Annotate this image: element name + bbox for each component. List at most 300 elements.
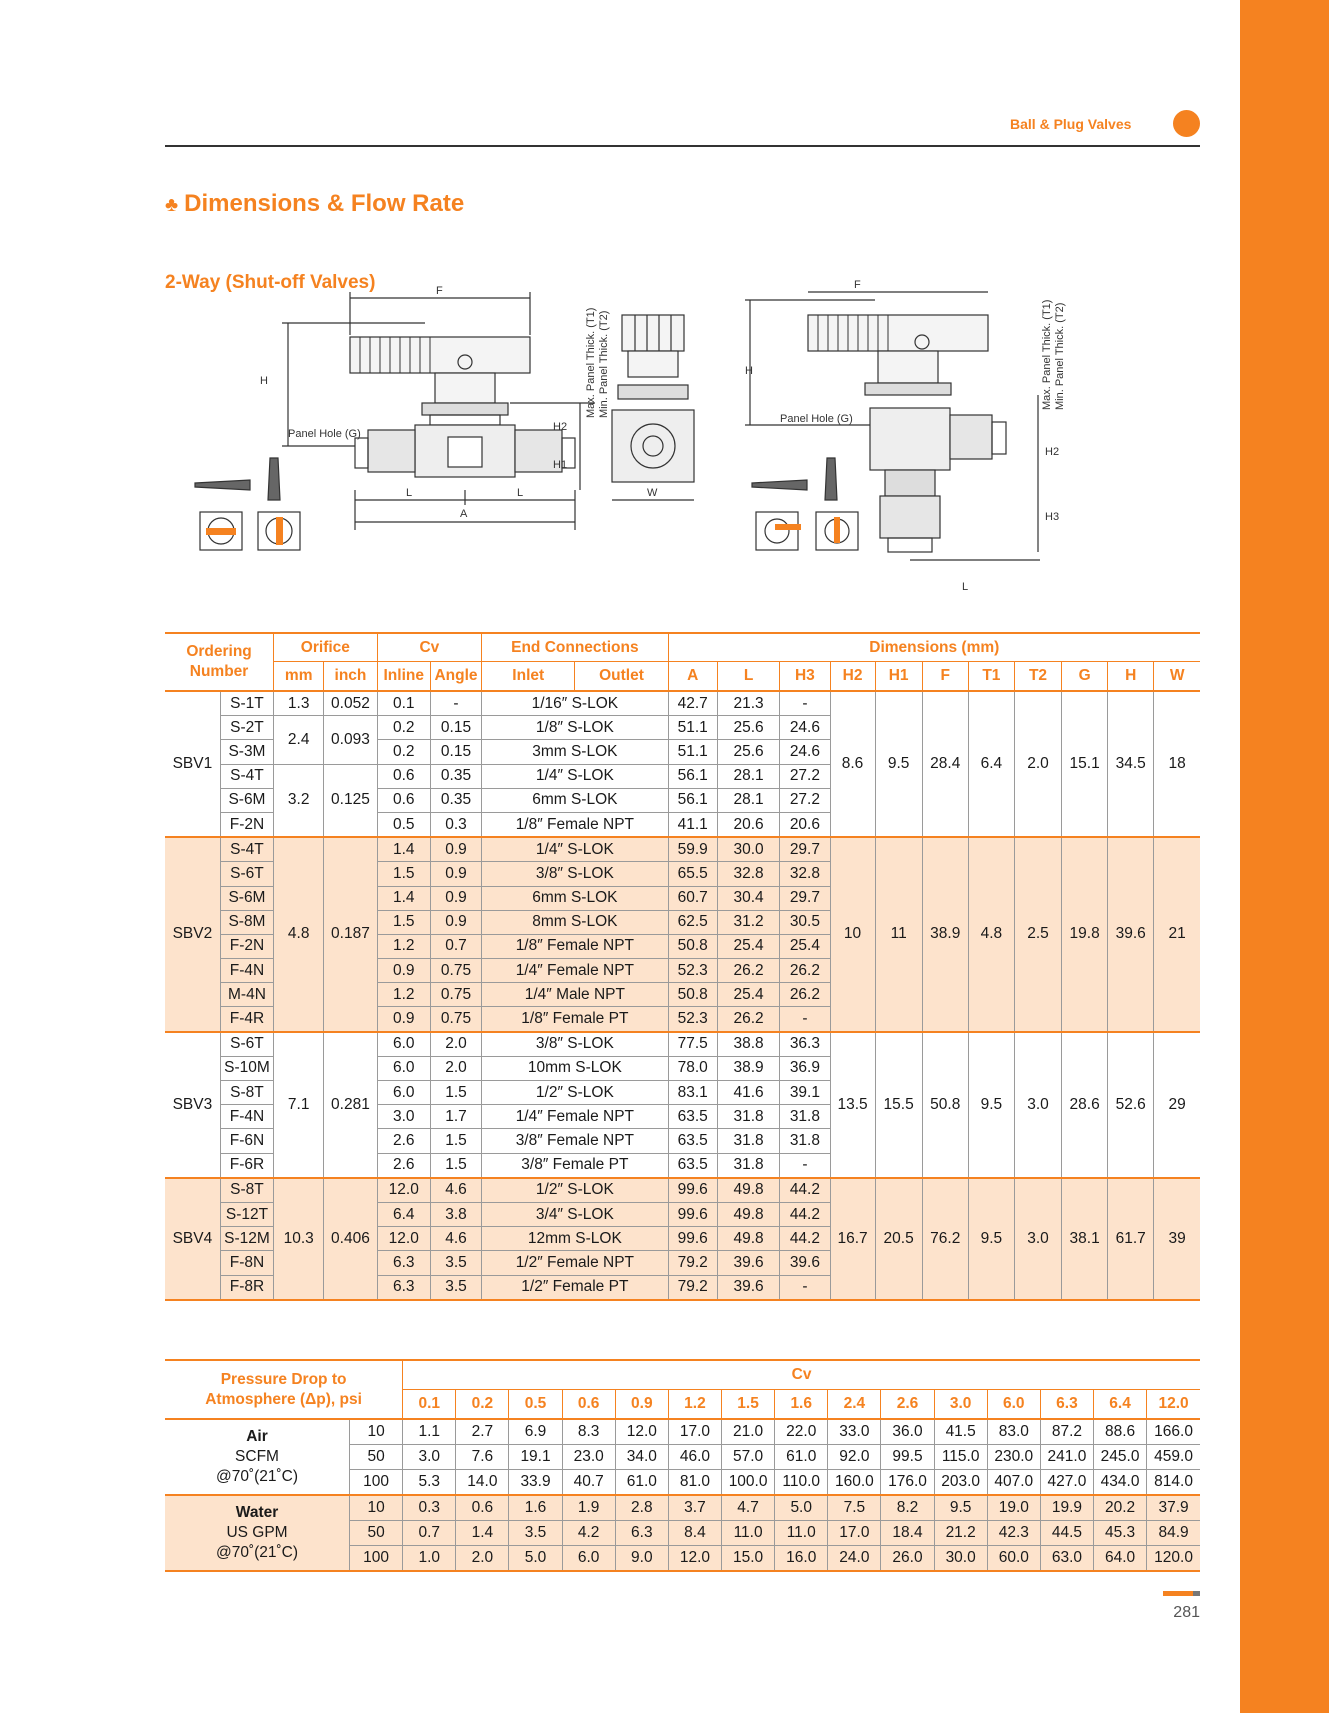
flow-value: 8.3 (562, 1419, 615, 1445)
end-connection: 1/2″ S-LOK (482, 1178, 669, 1203)
dim-t1: 6.4 (968, 691, 1014, 837)
flow-value: 4.2 (562, 1521, 615, 1546)
trefoil-icon: ♣ (165, 194, 179, 216)
cv-header: 2.4 (828, 1390, 881, 1420)
ordering-code: F-6R (220, 1153, 273, 1178)
medium-cell (165, 1419, 350, 1495)
ordering-code: F-2N (220, 934, 273, 958)
hdr-flow-cv: Cv (403, 1360, 1200, 1390)
flow-value: 4.7 (722, 1495, 775, 1521)
dim-a: 99.6 (668, 1202, 717, 1226)
ordering-code: S-6M (220, 788, 273, 812)
label-panel-hole: Panel Hole (G) (288, 428, 361, 440)
label-f: F (436, 285, 443, 297)
dim-a: 63.5 (668, 1105, 717, 1129)
dim-g: 15.1 (1062, 691, 1108, 837)
end-connection: 3/8″ S-LOK (482, 1032, 669, 1057)
dim-g: 38.1 (1062, 1178, 1108, 1300)
end-connection: 1/4″ Female NPT (482, 1105, 669, 1129)
orifice-inch: 0.093 (324, 716, 377, 764)
dim-h3: 44.2 (780, 1227, 830, 1251)
dim-a: 77.5 (668, 1032, 717, 1057)
hdr-t1: T1 (968, 662, 1014, 692)
ordering-code: S-8M (220, 910, 273, 934)
flow-value: 21.2 (934, 1521, 987, 1546)
dim-h3: - (780, 1275, 830, 1300)
flow-value: 45.3 (1094, 1521, 1147, 1546)
dim-t2: 3.0 (1014, 1032, 1061, 1178)
dim-a: 60.7 (668, 886, 717, 910)
cv-angle: 1.5 (430, 1153, 481, 1178)
hdr-end-connections: End Connections (482, 633, 669, 662)
ordering-code: S-2T (220, 716, 273, 740)
dim-h3: 30.5 (780, 910, 830, 934)
dim-t2: 3.0 (1014, 1178, 1061, 1300)
cv-inline: 1.5 (377, 910, 430, 934)
orange-side-band (1240, 0, 1329, 1713)
dim-a: 63.5 (668, 1153, 717, 1178)
hdr-w: W (1154, 662, 1200, 692)
cv-inline: 0.9 (377, 1007, 430, 1032)
dim-h3: 32.8 (780, 862, 830, 886)
cv-angle: 0.9 (430, 886, 481, 910)
flow-value: 42.3 (987, 1521, 1040, 1546)
dim-h1: 20.5 (875, 1178, 922, 1300)
label-max-panel-angle: Max. Panel Thick. (T1) (1041, 299, 1053, 410)
cv-inline: 1.5 (377, 862, 430, 886)
cv-inline: 0.2 (377, 740, 430, 764)
psi-value: 50 (350, 1521, 403, 1546)
cv-header: 2.6 (881, 1390, 934, 1420)
flow-value: 2.8 (615, 1495, 668, 1521)
flow-value: 6.0 (562, 1546, 615, 1572)
flow-value: 203.0 (934, 1470, 987, 1496)
series-cell: SBV1 (165, 691, 220, 837)
page-title-text: Dimensions & Flow Rate (184, 190, 465, 217)
cv-angle: 3.8 (430, 1202, 481, 1226)
label-h1: H1 (553, 459, 568, 471)
dim-l: 28.1 (717, 764, 780, 788)
label-max-panel: Max. Panel Thick. (T1) (585, 307, 597, 418)
flow-value: 81.0 (668, 1470, 721, 1496)
cv-inline: 1.2 (377, 934, 430, 958)
orifice-mm: 2.4 (274, 716, 324, 764)
hdr-g: G (1062, 662, 1108, 692)
orifice-mm: 4.8 (274, 837, 324, 1032)
end-connection: 1/16″ S-LOK (482, 691, 669, 716)
flow-value: 17.0 (828, 1521, 881, 1546)
hdr-l: L (717, 662, 780, 692)
flow-value: 63.0 (1040, 1546, 1093, 1572)
dim-a: 56.1 (668, 788, 717, 812)
cv-angle: 0.3 (430, 812, 481, 837)
dim-a: 42.7 (668, 691, 717, 716)
end-connection: 1/2″ S-LOK (482, 1081, 669, 1105)
cv-inline: 0.2 (377, 716, 430, 740)
orifice-mm: 3.2 (274, 764, 324, 837)
cv-angle: 3.5 (430, 1251, 481, 1275)
table-row (165, 837, 1200, 862)
dim-f: 50.8 (922, 1032, 968, 1178)
cv-angle: 4.6 (430, 1178, 481, 1203)
dimensions-table (165, 632, 1200, 1301)
flow-value: 24.0 (828, 1546, 881, 1572)
cv-inline: 3.0 (377, 1105, 430, 1129)
end-connection: 3/8″ Female PT (482, 1153, 669, 1178)
dim-l: 31.8 (717, 1129, 780, 1153)
hdr-h1: H1 (875, 662, 922, 692)
medium-condition: @70˚(21˚C) (215, 1544, 299, 1561)
dim-h3: 44.2 (780, 1178, 830, 1203)
flow-value: 44.5 (1040, 1521, 1093, 1546)
dim-g: 19.8 (1062, 837, 1108, 1032)
flow-value: 0.6 (456, 1495, 509, 1521)
flow-value: 60.0 (987, 1546, 1040, 1572)
end-connection: 3/8″ S-LOK (482, 862, 669, 886)
ordering-code: S-6T (220, 1032, 273, 1057)
dim-h1: 9.5 (875, 691, 922, 837)
flow-value: 9.5 (934, 1495, 987, 1521)
cv-angle: 0.9 (430, 910, 481, 934)
hdr-f: F (922, 662, 968, 692)
hdr-inlet: Inlet (482, 662, 575, 692)
dim-h: 34.5 (1108, 691, 1154, 837)
dim-w: 39 (1154, 1178, 1200, 1300)
flow-value: 6.3 (615, 1521, 668, 1546)
dim-t2: 2.0 (1014, 691, 1061, 837)
dim-a: 51.1 (668, 716, 717, 740)
dim-h: 52.6 (1108, 1032, 1154, 1178)
dim-w: 21 (1154, 837, 1200, 1032)
hdr-mm: mm (274, 662, 324, 692)
cv-header: 12.0 (1147, 1390, 1200, 1420)
cv-header: 6.4 (1094, 1390, 1147, 1420)
cv-header: 0.2 (456, 1390, 509, 1420)
flow-value: 22.0 (775, 1419, 828, 1445)
dim-a: 99.6 (668, 1227, 717, 1251)
flow-value: 33.9 (509, 1470, 562, 1496)
orifice-inch: 0.125 (324, 764, 377, 837)
dim-l: 20.6 (717, 812, 780, 837)
end-connection: 3/4″ S-LOK (482, 1202, 669, 1226)
flow-value: 3.5 (509, 1521, 562, 1546)
cv-angle: 0.9 (430, 862, 481, 886)
label-l-right: L (517, 487, 524, 499)
flow-value: 115.0 (934, 1445, 987, 1470)
cv-inline: 12.0 (377, 1227, 430, 1251)
end-connection: 3mm S-LOK (482, 740, 669, 764)
dim-h3: 20.6 (780, 812, 830, 837)
flow-value: 1.9 (562, 1495, 615, 1521)
cv-inline: 6.0 (377, 1056, 430, 1080)
flow-value: 110.0 (775, 1470, 828, 1496)
cv-angle: 0.9 (430, 837, 481, 862)
cv-angle: 0.15 (430, 716, 481, 740)
flow-value: 407.0 (987, 1470, 1040, 1496)
cv-angle: 0.35 (430, 788, 481, 812)
cv-inline: 6.3 (377, 1251, 430, 1275)
dim-h3: 31.8 (780, 1129, 830, 1153)
label-l-left: L (406, 487, 413, 499)
end-connection: 1/8″ Female NPT (482, 812, 669, 837)
dim-l: 30.4 (717, 886, 780, 910)
cv-inline: 6.0 (377, 1032, 430, 1057)
flow-value: 46.0 (668, 1445, 721, 1470)
inline-valve-drawing (282, 292, 595, 530)
flow-value: 26.0 (881, 1546, 934, 1572)
flow-value: 245.0 (1094, 1445, 1147, 1470)
cv-inline: 12.0 (377, 1178, 430, 1203)
label-h: H (260, 375, 268, 387)
dim-l: 38.9 (717, 1056, 780, 1080)
flow-value: 120.0 (1147, 1546, 1200, 1572)
side-view-drawing (612, 315, 694, 500)
orifice-inch: 0.281 (324, 1032, 377, 1178)
cv-header: 6.0 (987, 1390, 1040, 1420)
dim-h1: 11 (875, 837, 922, 1032)
page-title (165, 190, 464, 218)
orifice-inch: 0.187 (324, 837, 377, 1032)
ordering-code: S-4T (220, 764, 273, 788)
table-row (165, 691, 1200, 716)
hdr-inline: Inline (377, 662, 430, 692)
flow-value: 57.0 (722, 1445, 775, 1470)
page-marker-grey (1193, 1591, 1200, 1596)
label-h2: H2 (553, 421, 568, 433)
section-label: Ball & Plug Valves (1010, 116, 1132, 132)
dim-w: 29 (1154, 1032, 1200, 1178)
dim-l: 25.6 (717, 716, 780, 740)
label-f-angle: F (854, 279, 861, 291)
dim-l: 49.8 (717, 1227, 780, 1251)
flow-value: 19.0 (987, 1495, 1040, 1521)
ordering-code: S-1T (220, 691, 273, 716)
dim-h3: 36.9 (780, 1056, 830, 1080)
cv-inline: 6.3 (377, 1275, 430, 1300)
dim-l: 39.6 (717, 1275, 780, 1300)
dim-a: 63.5 (668, 1129, 717, 1153)
dim-a: 79.2 (668, 1251, 717, 1275)
flow-value: 20.2 (1094, 1495, 1147, 1521)
end-connection: 1/8″ Female NPT (482, 934, 669, 958)
cv-inline: 6.4 (377, 1202, 430, 1226)
dim-h3: 39.1 (780, 1081, 830, 1105)
dim-h3: 25.4 (780, 934, 830, 958)
flow-value: 11.0 (722, 1521, 775, 1546)
dim-h1: 15.5 (875, 1032, 922, 1178)
cv-inline: 1.4 (377, 886, 430, 910)
dim-t1: 9.5 (968, 1032, 1014, 1178)
flow-value: 88.6 (1094, 1419, 1147, 1445)
flow-value: 36.0 (881, 1419, 934, 1445)
flow-value: 61.0 (615, 1470, 668, 1496)
dim-h3: 44.2 (780, 1202, 830, 1226)
hdr-h3: H3 (780, 662, 830, 692)
page-marker (1163, 1591, 1193, 1596)
hdr-cv: Cv (377, 633, 482, 662)
cv-header: 0.1 (403, 1390, 456, 1420)
flow-value: 3.0 (403, 1445, 456, 1470)
dim-h3: - (780, 1153, 830, 1178)
ordering-code: F-8R (220, 1275, 273, 1300)
dim-l: 26.2 (717, 1007, 780, 1032)
end-connection: 1/8″ S-LOK (482, 716, 669, 740)
flow-value: 5.0 (509, 1546, 562, 1572)
flow-value: 2.0 (456, 1546, 509, 1572)
hdr-a: A (668, 662, 717, 692)
flow-value: 0.3 (403, 1495, 456, 1521)
series-cell: SBV3 (165, 1032, 220, 1178)
medium-cell (165, 1495, 350, 1571)
dim-h3: - (780, 1007, 830, 1032)
cv-inline: 0.5 (377, 812, 430, 837)
cv-angle: 1.5 (430, 1081, 481, 1105)
dim-l: 38.8 (717, 1032, 780, 1057)
flow-value: 14.0 (456, 1470, 509, 1496)
ordering-code: S-8T (220, 1178, 273, 1203)
flow-value: 11.0 (775, 1521, 828, 1546)
end-connection: 6mm S-LOK (482, 886, 669, 910)
psi-value: 50 (350, 1445, 403, 1470)
end-connection: 1/2″ Female NPT (482, 1251, 669, 1275)
cv-angle: 4.6 (430, 1227, 481, 1251)
dim-h3: 24.6 (780, 740, 830, 764)
dim-a: 56.1 (668, 764, 717, 788)
psi-value: 10 (350, 1495, 403, 1521)
dim-l: 25.6 (717, 740, 780, 764)
dim-a: 52.3 (668, 959, 717, 983)
medium-unit: US GPM (226, 1524, 288, 1541)
cv-inline: 0.9 (377, 959, 430, 983)
cv-inline: 0.1 (377, 691, 430, 716)
dim-w: 18 (1154, 691, 1200, 837)
dim-h2: 13.5 (830, 1032, 875, 1178)
dim-a: 41.1 (668, 812, 717, 837)
dim-l: 25.4 (717, 934, 780, 958)
flow-value: 21.0 (722, 1419, 775, 1445)
label-h2-angle: H2 (1045, 446, 1060, 458)
cv-header: 1.6 (775, 1390, 828, 1420)
flow-value: 1.6 (509, 1495, 562, 1521)
cv-inline: 0.6 (377, 764, 430, 788)
flow-value: 6.9 (509, 1419, 562, 1445)
dim-f: 38.9 (922, 837, 968, 1032)
series-cell: SBV4 (165, 1178, 220, 1300)
flow-value: 12.0 (615, 1419, 668, 1445)
end-connection: 1/4″ S-LOK (482, 764, 669, 788)
cv-inline: 0.6 (377, 788, 430, 812)
flow-value: 34.0 (615, 1445, 668, 1470)
orifice-inch: 0.052 (324, 691, 377, 716)
dim-a: 78.0 (668, 1056, 717, 1080)
dim-h2: 16.7 (830, 1178, 875, 1300)
end-connection: 1/8″ Female PT (482, 1007, 669, 1032)
dim-h3: 31.8 (780, 1105, 830, 1129)
ordering-code: S-4T (220, 837, 273, 862)
dim-a: 50.8 (668, 934, 717, 958)
table-row (165, 1419, 1200, 1445)
flow-value: 427.0 (1040, 1470, 1093, 1496)
section-dot-icon (1173, 110, 1200, 137)
dim-l: 31.2 (717, 910, 780, 934)
ordering-code: F-2N (220, 812, 273, 837)
dim-a: 59.9 (668, 837, 717, 862)
end-connection: 10mm S-LOK (482, 1056, 669, 1080)
cv-header: 3.0 (934, 1390, 987, 1420)
psi-value: 100 (350, 1470, 403, 1496)
dim-l: 49.8 (717, 1178, 780, 1203)
cv-inline: 2.6 (377, 1153, 430, 1178)
label-min-panel-angle: Min. Panel Thick. (T2) (1054, 302, 1066, 410)
end-connection: 12mm S-LOK (482, 1227, 669, 1251)
flow-value: 92.0 (828, 1445, 881, 1470)
dim-a: 83.1 (668, 1081, 717, 1105)
flow-rate-table (165, 1359, 1200, 1572)
medium-unit: SCFM (235, 1448, 279, 1465)
dim-a: 50.8 (668, 983, 717, 1007)
cv-header: 0.6 (562, 1390, 615, 1420)
flow-value: 83.0 (987, 1419, 1040, 1445)
cv-angle: 0.7 (430, 934, 481, 958)
angle-valve-drawing (745, 292, 1040, 560)
flow-value: 33.0 (828, 1419, 881, 1445)
dim-a: 99.6 (668, 1178, 717, 1203)
flow-value: 61.0 (775, 1445, 828, 1470)
ordering-code: S-12M (220, 1227, 273, 1251)
psi-value: 100 (350, 1546, 403, 1572)
ordering-code: F-6N (220, 1129, 273, 1153)
label-panel-hole-angle: Panel Hole (G) (780, 413, 853, 425)
dim-f: 28.4 (922, 691, 968, 837)
end-connection: 1/4″ S-LOK (482, 837, 669, 862)
label-w: W (647, 487, 658, 499)
dim-h3: 27.2 (780, 788, 830, 812)
ordering-code: S-3M (220, 740, 273, 764)
flow-value: 19.1 (509, 1445, 562, 1470)
dim-h3: - (780, 691, 830, 716)
dim-a: 65.5 (668, 862, 717, 886)
flow-value: 41.5 (934, 1419, 987, 1445)
medium-name: Water (235, 1504, 279, 1521)
orifice-mm: 10.3 (274, 1178, 324, 1300)
cv-header: 6.3 (1040, 1390, 1093, 1420)
table-row (165, 1178, 1200, 1203)
dim-l: 41.6 (717, 1081, 780, 1105)
dim-h2: 10 (830, 837, 875, 1032)
label-h3: H3 (1045, 511, 1060, 523)
flow-value: 15.0 (722, 1546, 775, 1572)
ordering-code: F-4N (220, 959, 273, 983)
cv-header: 1.2 (668, 1390, 721, 1420)
label-h-angle: H (745, 365, 753, 377)
dim-h3: 26.2 (780, 959, 830, 983)
dim-h: 39.6 (1108, 837, 1154, 1032)
flow-value: 160.0 (828, 1470, 881, 1496)
label-a: A (460, 508, 468, 520)
orifice-inch: 0.406 (324, 1178, 377, 1300)
dim-h3: 29.7 (780, 837, 830, 862)
hdr-outlet: Outlet (575, 662, 668, 692)
dim-a: 52.3 (668, 1007, 717, 1032)
cv-angle: 2.0 (430, 1056, 481, 1080)
dim-l: 26.2 (717, 959, 780, 983)
flow-value: 2.7 (456, 1419, 509, 1445)
flow-value: 19.9 (1040, 1495, 1093, 1521)
medium-name: Air (246, 1428, 268, 1445)
flow-value: 5.0 (775, 1495, 828, 1521)
ordering-code: S-6M (220, 886, 273, 910)
end-connection: 8mm S-LOK (482, 910, 669, 934)
